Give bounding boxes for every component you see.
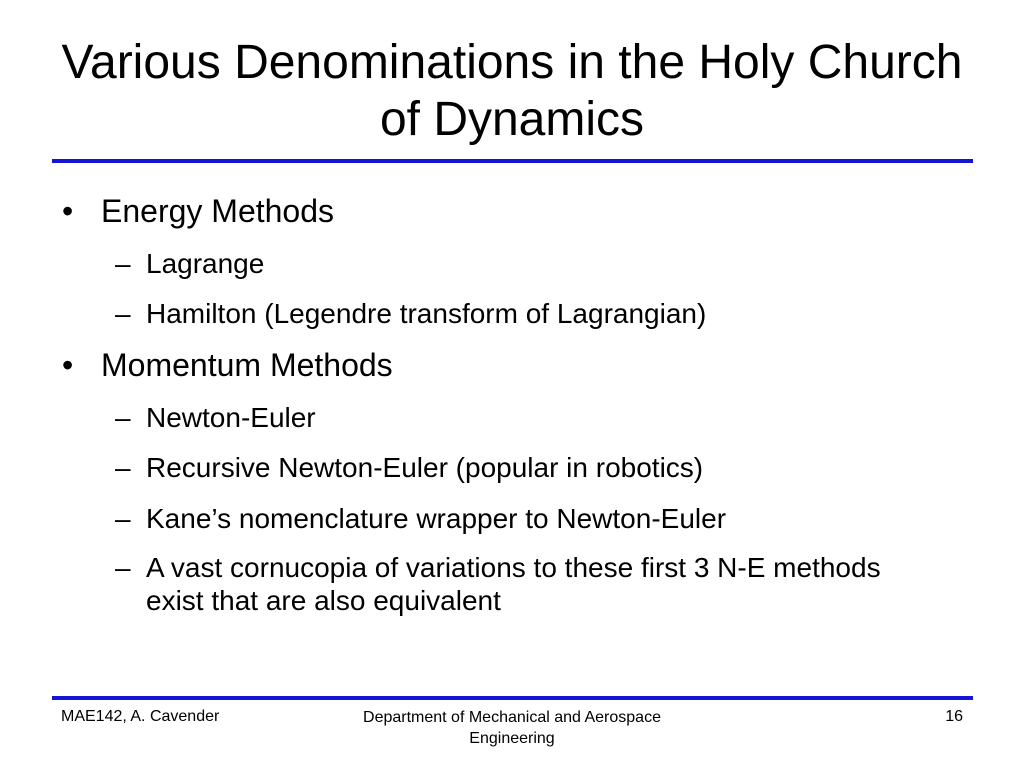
subitem-text: Hamilton (Legendre transform of Lagrangian) bbox=[146, 298, 707, 329]
subitem-text: Newton-Euler bbox=[146, 402, 316, 433]
subitem-text: Lagrange bbox=[146, 248, 265, 279]
bullet-text: Energy Methods bbox=[101, 193, 335, 229]
subitem-cornucopia bbox=[115, 551, 905, 617]
subitem-text: Kane’s nomenclature wrapper to Newton-Euler bbox=[146, 503, 727, 534]
bullet-text: Momentum Methods bbox=[101, 347, 393, 383]
footer-course-author: MAE142, A. Cavender bbox=[61, 708, 220, 725]
subitem-recursive-newton-euler bbox=[115, 451, 915, 484]
dash-marker: – bbox=[115, 248, 131, 279]
footer-divider bbox=[52, 696, 973, 700]
dash-marker: – bbox=[115, 402, 131, 433]
dash-marker: – bbox=[115, 452, 131, 483]
slide-title: Various Denominations in the Holy Church of Dynamics bbox=[61, 36, 963, 146]
slide-number: 16 bbox=[945, 708, 963, 725]
subitem-hamilton bbox=[115, 297, 915, 330]
title-divider bbox=[52, 159, 973, 163]
subitem-newton-euler bbox=[115, 401, 915, 434]
subitem-kane bbox=[115, 502, 915, 535]
subitem-text: A vast cornucopia of variations to these first 3 N-E methods exist that are also equivalent bbox=[146, 552, 881, 616]
subitem-lagrange bbox=[115, 247, 915, 280]
bullet-marker: • bbox=[62, 347, 74, 383]
dash-marker: – bbox=[115, 298, 131, 329]
bullet-marker: • bbox=[62, 193, 74, 229]
subitem-text: Recursive Newton-Euler (popular in robotics) bbox=[146, 452, 704, 483]
footer-department: Department of Mechanical and Aerospace Engineering bbox=[363, 709, 661, 747]
dash-marker: – bbox=[115, 552, 131, 583]
dash-marker: – bbox=[115, 503, 131, 534]
